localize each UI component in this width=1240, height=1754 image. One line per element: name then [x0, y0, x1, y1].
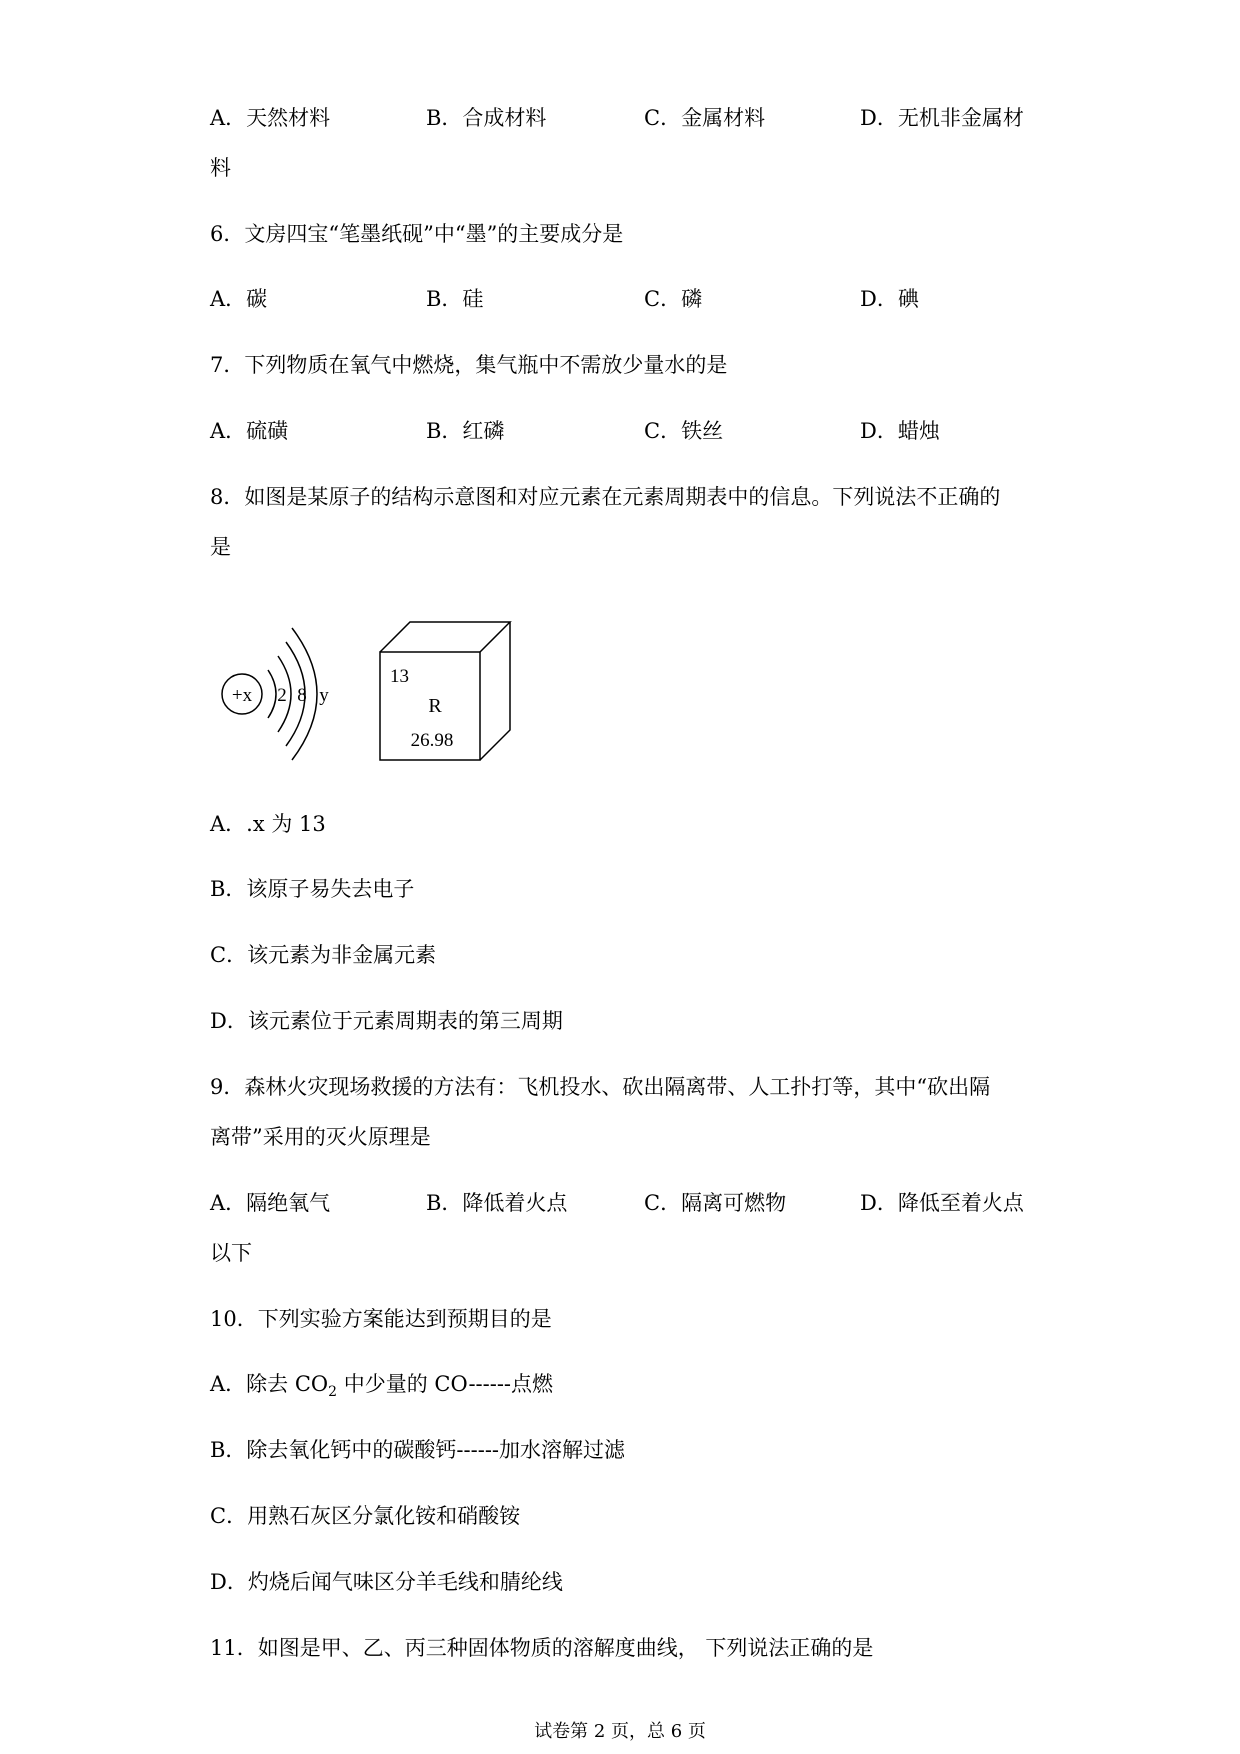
q5-option-d: D．无机非金属材: [860, 106, 1024, 130]
q10-option-a-post: 中少量的 CO------点燃: [337, 1372, 554, 1396]
element-atomic-number: 13: [390, 666, 409, 687]
q7-option-c: C．铁丝: [644, 419, 724, 443]
element-symbol: R: [428, 695, 442, 717]
electron-count-1: 2: [277, 685, 287, 706]
q6-option-c: C．磷: [644, 287, 703, 311]
q8-option-a: A．.x 为 13: [210, 812, 326, 836]
q5-option-a: A．天然材料: [210, 106, 331, 130]
q10-option-a-pre: A．除去 CO: [210, 1372, 329, 1396]
cube-top: [380, 622, 510, 652]
q10-stem: 10．下列实验方案能达到预期目的是: [210, 1307, 552, 1331]
q10-option-a: [210, 1370, 553, 1406]
q9-options: [210, 1189, 1050, 1217]
cube-side: [480, 622, 510, 760]
q7-option-a: A．硫磺: [210, 419, 289, 443]
electron-count-3: y: [319, 685, 329, 706]
page-footer: 试卷第 2 页，总 6 页: [534, 1721, 706, 1742]
q7-options: [210, 417, 1050, 445]
q9-option-d: D．降低至着火点: [860, 1191, 1024, 1215]
q9-stem-line2: 离带”采用的灭火原理是: [210, 1125, 431, 1149]
q9-option-d-wrap: 以下: [210, 1241, 252, 1265]
q10-option-c: C．用熟石灰区分氯化铵和硝酸铵: [210, 1504, 521, 1528]
q6-option-d: D．碘: [860, 287, 919, 311]
q9-stem-line1: 9．森林火灾现场救援的方法有：飞机投水、砍出隔离带、人工扑打等，其中“砍出隔: [210, 1075, 991, 1099]
q7-option-b: B．红磷: [426, 419, 505, 443]
q6-stem: 6．文房四宝“笔墨纸砚”中“墨”的主要成分是: [210, 222, 624, 246]
q10-option-a-subscript: 2: [328, 1384, 338, 1401]
q5-option-d-wrap: 料: [210, 156, 231, 180]
q5-option-b: B．合成材料: [426, 106, 547, 130]
q9-option-b: B．降低着火点: [426, 1191, 568, 1215]
q5-options: [210, 104, 1050, 132]
q10-option-d: D．灼烧后闻气味区分羊毛线和腈纶线: [210, 1570, 563, 1594]
q6-options: [210, 285, 1050, 313]
element-atomic-mass: 26.98: [410, 730, 454, 751]
electron-count-2: 8: [297, 685, 307, 706]
q7-option-d: D．蜡烛: [860, 419, 940, 443]
q6-option-b: B．硅: [426, 287, 484, 311]
q11-stem: 11．如图是甲、乙、丙三种固体物质的溶解度曲线， 下列说法正确的是: [210, 1636, 874, 1660]
q8-option-b: B．该原子易失去电子: [210, 877, 415, 901]
q8-option-d: D．该元素位于元素周期表的第三周期: [210, 1009, 563, 1033]
q9-option-c: C．隔离可燃物: [644, 1191, 787, 1215]
q10-option-b: B．除去氧化钙中的碳酸钙------加水溶解过滤: [210, 1438, 626, 1462]
q7-stem: 7．下列物质在氧气中燃烧，集气瓶中不需放少量水的是: [210, 353, 728, 377]
shell-arc-1: [268, 670, 276, 718]
q8-option-c: C．该元素为非金属元素: [210, 943, 437, 967]
q9-option-a: A．隔绝氧气: [210, 1191, 331, 1215]
q8-figure: [210, 612, 530, 764]
nucleus-charge: +x: [231, 685, 253, 706]
q8-stem-line2: 是: [210, 535, 231, 559]
q8-stem-line1: 8．如图是某原子的结构示意图和对应元素在元素周期表中的信息。下列说法不正确的: [210, 485, 1001, 509]
atom-and-element-figure: [210, 612, 530, 764]
q6-option-a: A．碳: [210, 287, 268, 311]
q5-option-c: C．金属材料: [644, 106, 766, 130]
